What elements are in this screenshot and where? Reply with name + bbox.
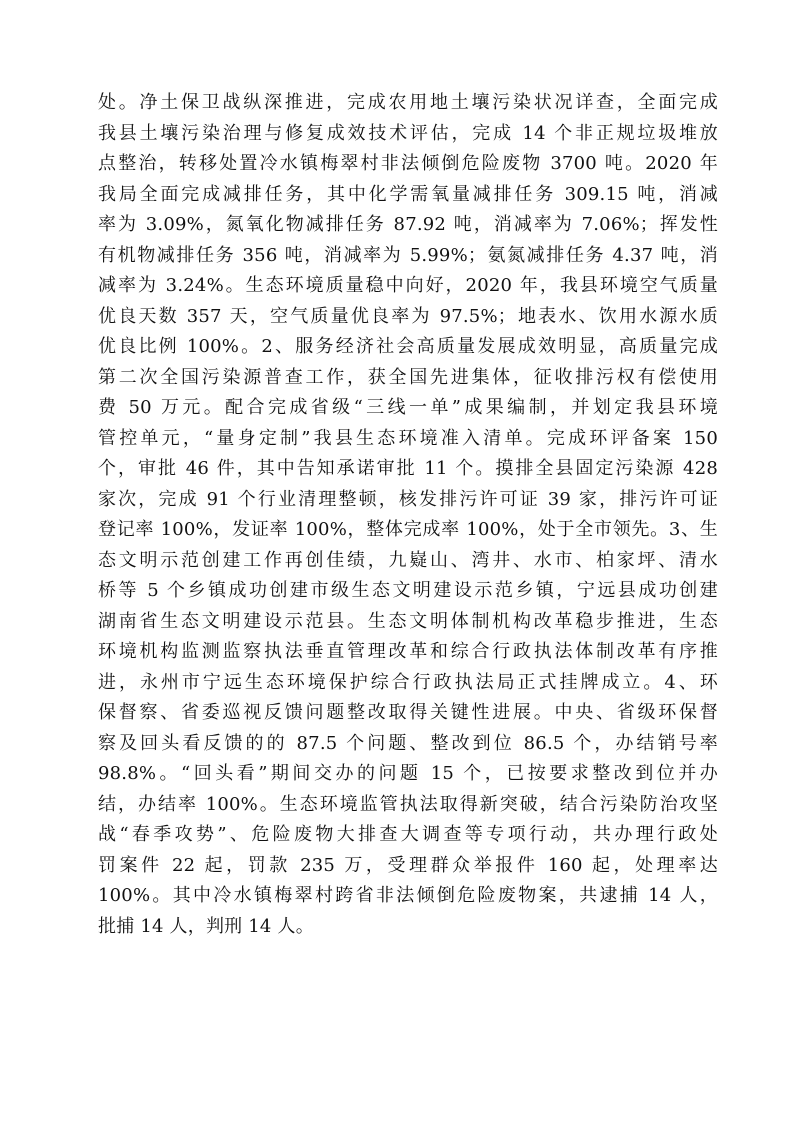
text-line: 察及回头看反馈的的 87.5 个问题、整改到位 86.5 个，办结销号率 bbox=[98, 732, 718, 754]
text-line: 费 50 万元。配合完成省级“三线一单”成果编制，并划定我县环境 bbox=[98, 397, 718, 418]
text-line: 桥等 5 个乡镇成功创建市级生态文明建设示范乡镇，宁远县成功创建 bbox=[98, 580, 718, 601]
text-line: 优良天数 357 天，空气质量优良率为 97.5%；地表水、饮用水源水质 bbox=[98, 305, 718, 327]
body-paragraph bbox=[98, 88, 718, 942]
text-line: 我局全面完成减排任务，其中化学需氧量减排任务 309.15 吨，消减 bbox=[98, 183, 718, 205]
text-line: 98.8%。“回头看”期间交办的问题 15 个，已按要求整改到位并办 bbox=[98, 763, 718, 784]
text-line: 战“春季攻势”、危险废物大排查大调查等专项行动，共办理行政处 bbox=[98, 824, 718, 845]
text-line: 有机物减排任务 356 吨，消减率为 5.99%；氨氮减排任务 4.37 吨，消 bbox=[98, 244, 718, 266]
text-line: 登记率 100%，发证率 100%，整体完成率 100%，处于全市领先。3、生 bbox=[98, 519, 718, 540]
text-line: 湖南省生态文明建设示范县。生态文明体制机构改革稳步推进，生态 bbox=[98, 610, 718, 632]
text-line: 率为 3.09%，氮氧化物减排任务 87.92 吨，消减率为 7.06%；挥发性 bbox=[98, 214, 718, 235]
text-line: 结，办结率 100%。生态环境监管执法取得新突破，结合污染防治攻坚 bbox=[98, 793, 718, 815]
text-line: 批捕 14 人，判刑 14 人。 bbox=[98, 915, 314, 937]
text-line: 罚案件 22 起，罚款 235 万，受理群众举报件 160 起，处理率达 bbox=[98, 854, 718, 876]
text-line: 第二次全国污染源普查工作，获全国先进集体，征收排污权有偿使用 bbox=[98, 366, 718, 388]
text-line: 态文明示范创建工作再创佳绩，九嶷山、湾井、水市、柏家坪、清水 bbox=[98, 549, 718, 571]
text-line: 保督察、省委巡视反馈问题整改取得关键性进展。中央、省级环保督 bbox=[98, 702, 718, 723]
text-line: 进，永州市宁远生态环境保护综合行政执法局正式挂牌成立。4、环 bbox=[98, 671, 718, 693]
text-line: 处。净土保卫战纵深推进，完成农用地土壤污染状况详查，全面完成 bbox=[98, 92, 718, 113]
text-line: 个，审批 46 件，其中告知承诺审批 11 个。摸排全县固定污染源 428 bbox=[98, 458, 718, 479]
text-line: 我县土壤污染治理与修复成效技术评估，完成 14 个非正规垃圾堆放 bbox=[98, 122, 718, 144]
text-line: 100%。其中冷水镇梅翠村跨省非法倾倒危险废物案，共逮捕 14 人， bbox=[98, 885, 718, 906]
text-line: 优良比例 100%。2、服务经济社会高质量发展成效明显，高质量完成 bbox=[98, 336, 718, 357]
text-line: 点整治，转移处置冷水镇梅翠村非法倾倒危险废物 3700 吨。2020 年 bbox=[98, 153, 718, 174]
text-line: 管控单元，“量身定制”我县生态环境准入清单。完成环评备案 150 bbox=[98, 427, 718, 449]
text-line: 环境机构监测监察执法垂直管理改革和综合行政执法体制改革有序推 bbox=[98, 641, 718, 662]
text-line: 减率为 3.24%。生态环境质量稳中向好，2020 年，我县环境空气质量 bbox=[98, 275, 718, 296]
text-line: 家次，完成 91 个行业清理整顿，核发排污许可证 39 家，排污许可证 bbox=[98, 488, 718, 510]
